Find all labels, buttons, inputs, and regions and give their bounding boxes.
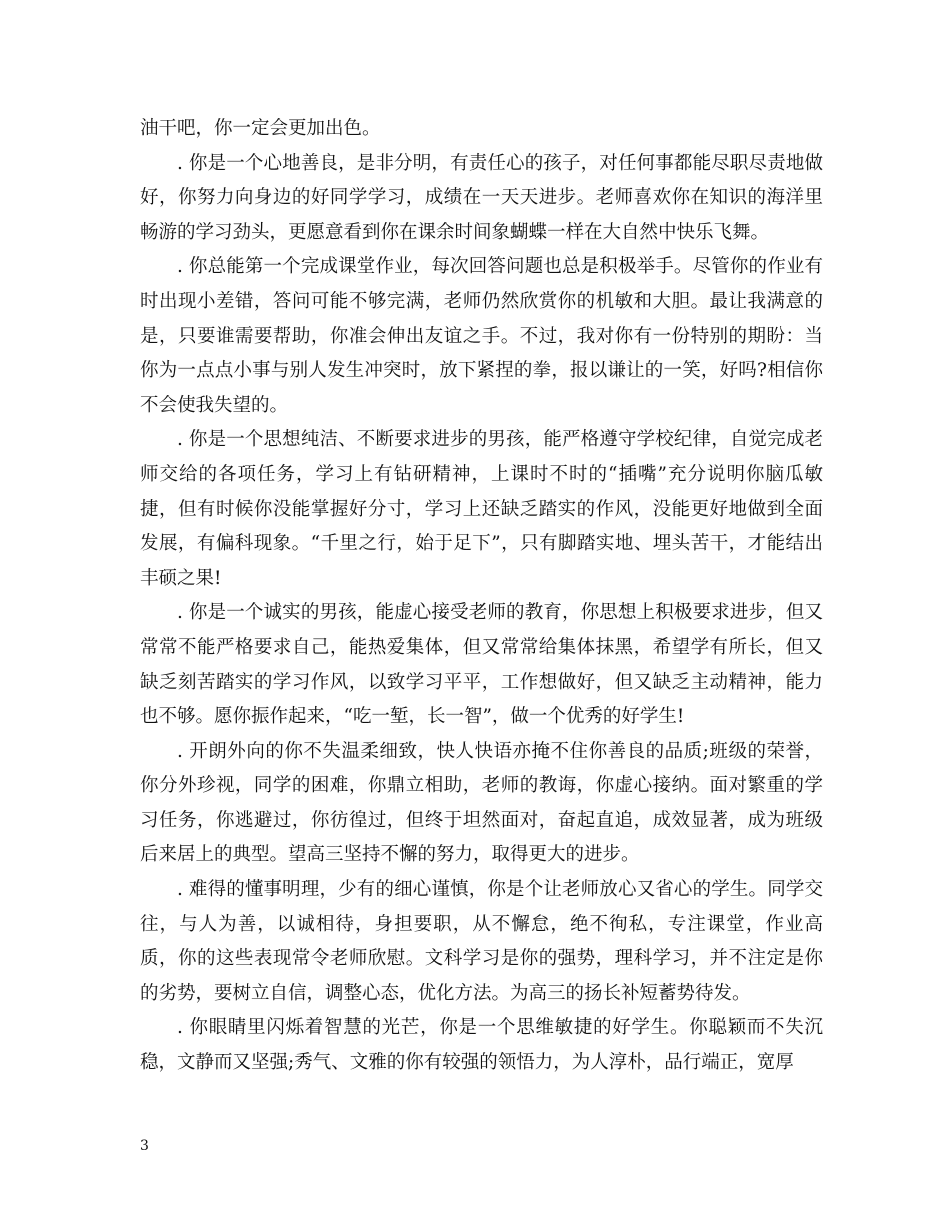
paragraph-3: . 你总能第一个完成课堂作业，每次回答问题也总是积极举手。尽管你的作业有时出现小差错，答问可能不够完满，老师仍然欣赏你的机敏和大胆。最让我满意的是，只要谁需要帮助，你准会伸出友谊之手。不过，我对你有一份特别的期盼：当你为一点点小事与别人发生冲突时，放下紧捏的拳，报以谦让的一笑，好吗?相信你不会使我失望的。 <box>140 256 823 416</box>
paragraph-7: . 难得的懂事明理，少有的细心谨慎，你是个让老师放心又省心的学生。同学交往，与人为善，以诚相待，身担要职，从不懈怠，绝不徇私，专注课堂，作业高质，你的这些表现常令老师欣慰。文科学习是你的强势，理科学习，并不注定是你的劣势，要树立自信，调整心态，优化方法。为高三的扬长补短蓄势待发。 <box>140 879 823 1004</box>
page-number: 3 <box>140 1138 149 1154</box>
paragraph-5: . 你是一个诚实的男孩，能虚心接受老师的教育，你思想上积极要求进步，但又常常不能严格要求自己，能热爱集体，但又常常给集体抹黑，希望学有所长，但又缺乏刻苦踏实的学习作风，以致学习平平，工作想做好，但又缺乏主动精神，能力也不够。愿你振作起来，“吃一堑，长一智”，做一个优秀的好学生! <box>140 602 823 728</box>
paragraph-4: . 你是一个思想纯洁、不断要求进步的男孩，能严格遵守学校纪律，自觉完成老师交给的各项任务，学习上有钻研精神，上课时不时的“插嘴”充分说明你脑瓜敏捷，但有时候你没能掌握好分寸，学习上还缺乏踏实的作风，没能更好地做到全面发展，有偏科现象。“千里之行，始于足下”，只有脚踏实地、埋头苦干，才能结出丰硕之果! <box>140 429 823 589</box>
body-text <box>140 112 823 1081</box>
paragraph-6: . 开朗外向的你不失温柔细致，快人快语亦掩不住你善良的品质;班级的荣誉，你分外珍视，同学的困难，你鼎立相助，老师的教诲，你虚心接纳。面对繁重的学习任务，你逃避过，你彷徨过，但终于坦然面对，奋起直追，成效显著，成为班级后来居上的典型。望高三坚持不懈的努力，取得更大的进步。 <box>140 740 823 866</box>
paragraph-8: . 你眼睛里闪烁着智慧的光芒，你是一个思维敏捷的好学生。你聪颖而不失沉稳，文静而又坚强;秀气、文雅的你有较强的领悟力，为人淳朴，品行端正，宽厚 <box>140 1017 823 1074</box>
paragraph-1: 油干吧，你一定会更加出色。 <box>140 118 381 139</box>
paragraph-2: . 你是一个心地善良，是非分明，有责任心的孩子，对任何事都能尽职尽责地做好，你努力向身边的好同学学习，成绩在一天天进步。老师喜欢你在知识的海洋里畅游的学习劲头，更愿意看到你在课余时间象蝴蝶一样在大自然中快乐飞舞。 <box>140 152 823 243</box>
